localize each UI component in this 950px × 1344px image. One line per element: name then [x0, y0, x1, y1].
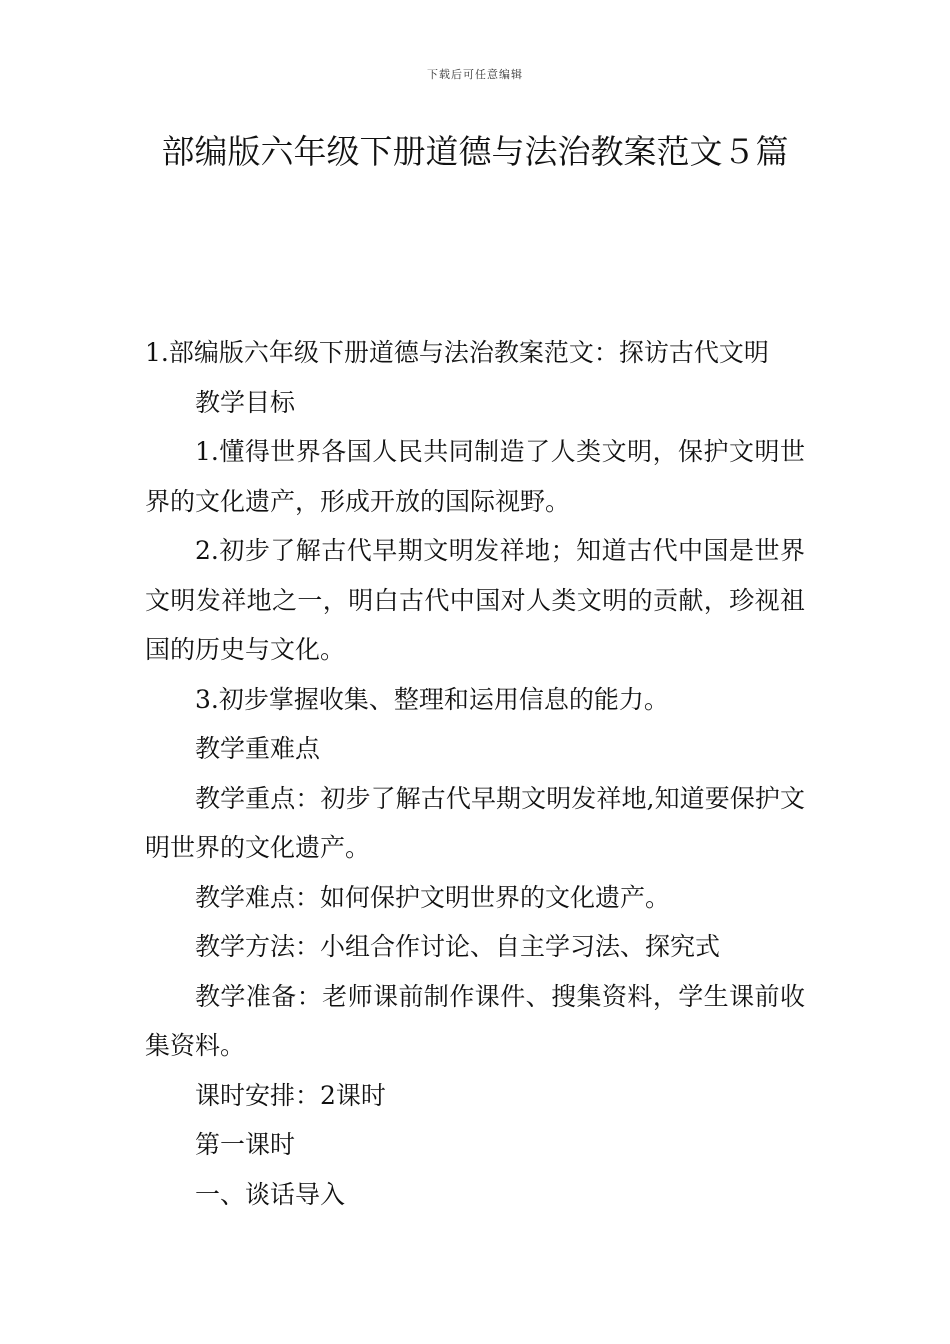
- subheading-key-difficulties: 教学重难点: [195, 734, 321, 763]
- page-header-note: 下载后可任意编辑: [427, 68, 523, 81]
- subheading-first-lesson: 第一课时: [195, 1130, 296, 1159]
- paragraph: 1.懂得世界各国人民共同制造了人类文明，保护文明世界的文化遗产，形成开放的国际视野。: [145, 437, 805, 516]
- document-body: [145, 328, 805, 1219]
- subheading-introduction: 一、谈话导入: [195, 1179, 346, 1209]
- paragraph: 教学准备：老师课前制作课件、搜集资料，学生课前收集资料。: [145, 981, 805, 1060]
- section-heading: 1.部编版六年级下册道德与法治教案范文：探访古代文明: [145, 338, 769, 367]
- document-title: 部编版六年级下册道德与法治教案范文５篇: [161, 132, 789, 171]
- paragraph: 教学难点：如何保护文明世界的文化遗产。: [195, 882, 671, 912]
- subheading-teaching-goals: 教学目标: [195, 387, 296, 417]
- paragraph: 课时安排：2课时: [195, 1080, 386, 1110]
- paragraph: 教学重点：初步了解古代早期文明发祥地,知道要保护文明世界的文化遗产。: [145, 783, 805, 862]
- paragraph: 3.初步掌握收集、整理和运用信息的能力。: [195, 684, 669, 714]
- paragraph: 教学方法：小组合作讨论、自主学习法、探究式: [195, 932, 721, 961]
- paragraph: 2.初步了解古代早期文明发祥地；知道古代中国是世界文明发祥地之一，明白古代中国对人类文明的贡献，珍视祖国的历史与文化。: [145, 536, 805, 664]
